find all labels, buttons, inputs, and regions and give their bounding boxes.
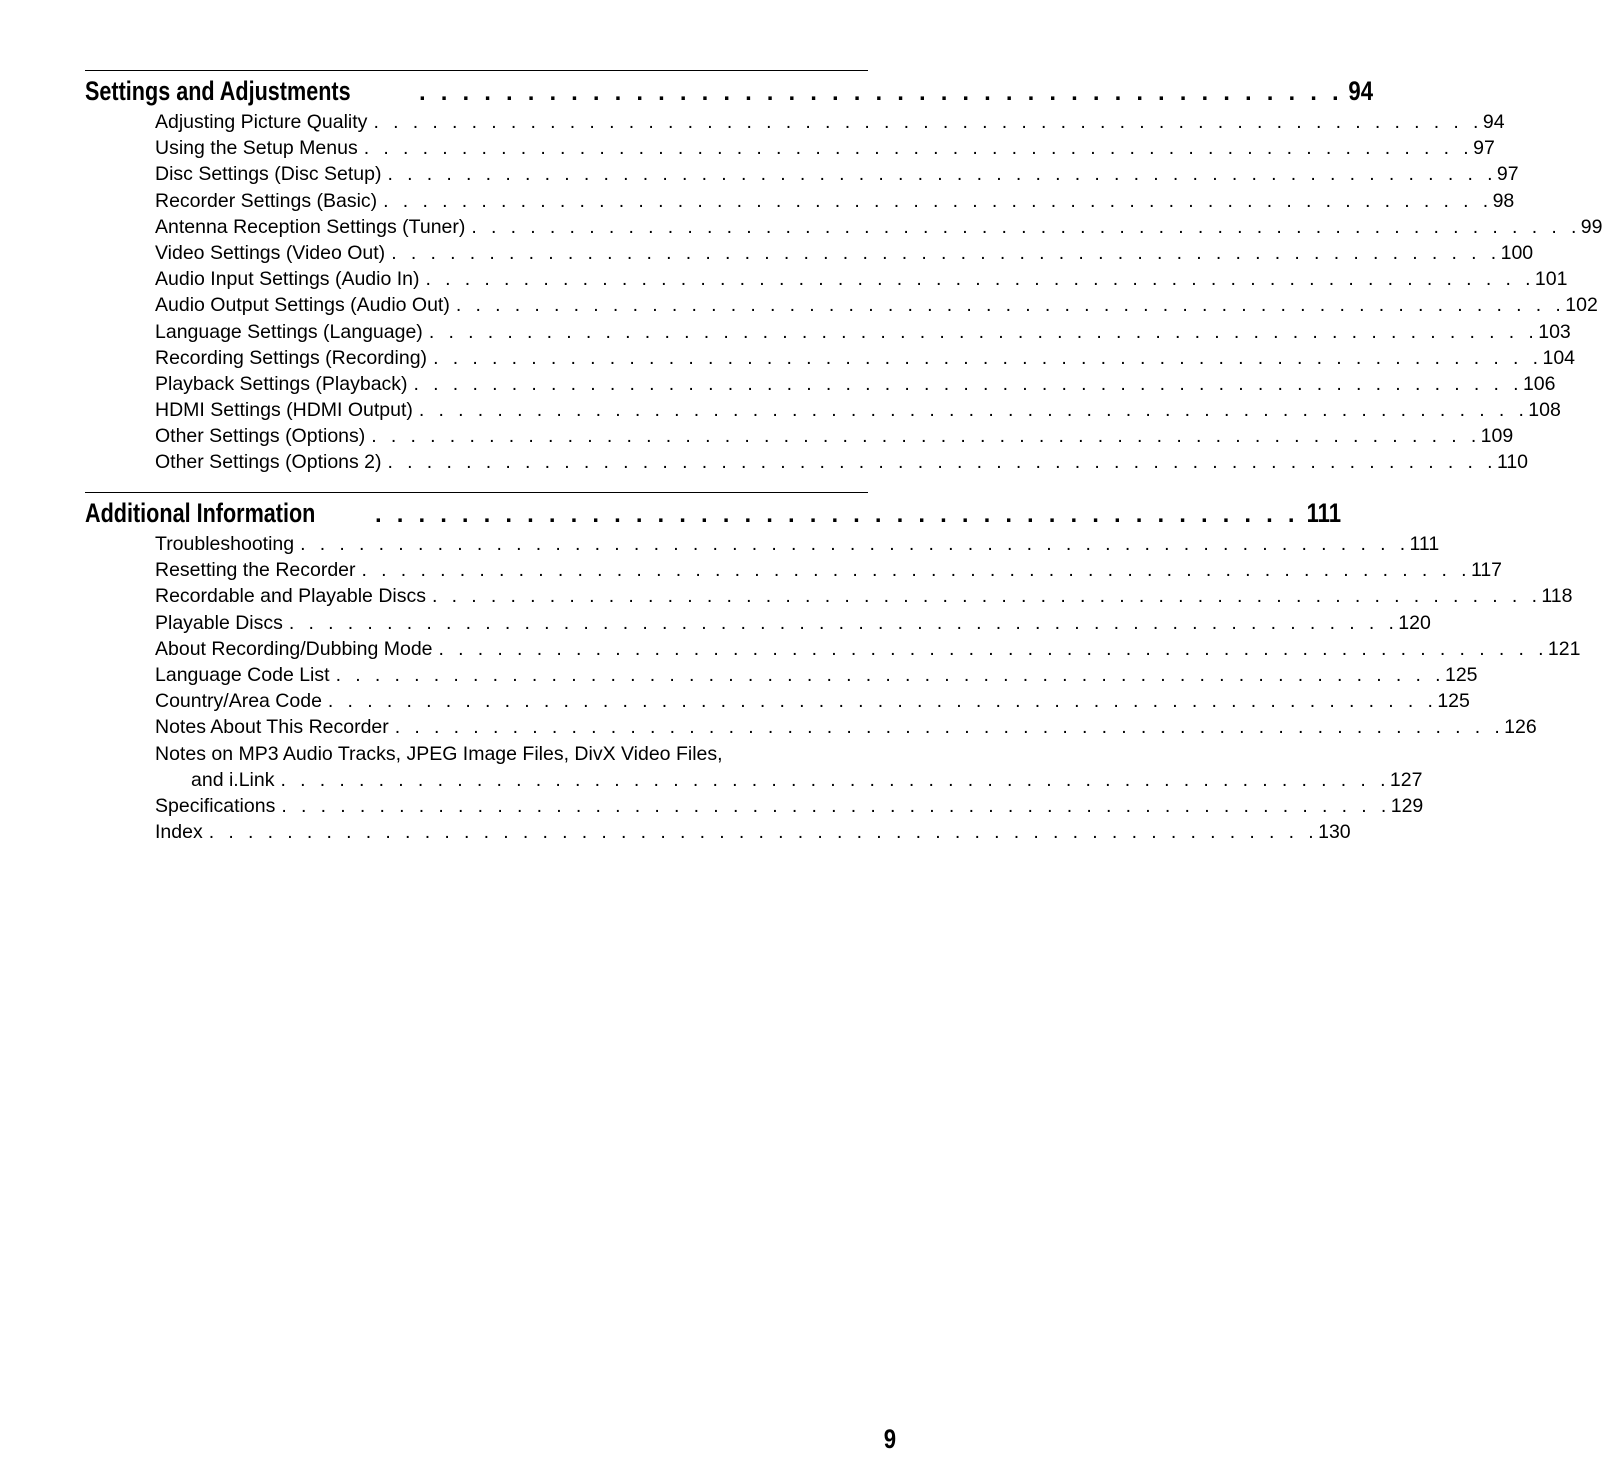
toc-entry-label: HDMI Settings (HDMI Output) — [155, 399, 413, 422]
toc-entry-label: Country/Area Code — [155, 690, 322, 713]
toc-entry[interactable] — [155, 266, 1568, 292]
dot-leader: . . . . . . . . . . . . . . . . . . . . . . . . . . . . . . . . . . . . . . . . . . . . . . . . . . . . . . . . . — [433, 346, 1543, 369]
toc-entry-page: 94 — [1482, 111, 1505, 133]
toc-entry[interactable] — [155, 423, 1514, 449]
toc-entry-page: 125 — [1437, 690, 1470, 713]
toc-entry[interactable] — [155, 345, 1576, 371]
toc-entry-label: Audio Output Settings (Audio Out) — [155, 294, 450, 317]
toc-entry-page: 99 — [1580, 215, 1602, 238]
toc-entry-page: 104 — [1542, 346, 1576, 369]
toc-entry-page: 108 — [1528, 399, 1561, 422]
toc-entry-page: 101 — [1534, 268, 1568, 291]
dot-leader: . . . . . . . . . . . . . . . . . . . . . . . . . . . . . . . . . . . . . . . . . . . . . . . . . . . . . . . . . — [438, 637, 1548, 660]
dot-leader: . . . . . . . . . . . . . . . . . . . . . . . . . . . . . . . . . . . . . . . . . . . . . . . . . . . . . . . . . — [361, 559, 1471, 582]
toc-entry[interactable] — [155, 531, 1440, 557]
toc-entry-label: Recordable and Playable Discs — [155, 585, 426, 608]
dot-leader: . . . . . . . . . . . . . . . . . . . . . . . . . . . . . . . . . . . . . . . . . . . . . . . . . . . . . . . . . — [455, 294, 1566, 317]
dot-leader: . . . . . . . . . . . . . . . . . . . . . . . . . . . . . . . . . . . . . . . . . . . — [374, 501, 1299, 528]
toc-entry-page: 103 — [1538, 320, 1571, 343]
dot-leader: . . . . . . . . . . . . . . . . . . . . . . . . . . . . . . . . . . . . . . . . . . . — [419, 79, 1343, 106]
toc-entry-page: 125 — [1444, 663, 1478, 686]
section-divider — [85, 492, 868, 493]
toc-entry-list — [85, 109, 1602, 476]
toc-entry-page: 117 — [1470, 559, 1503, 582]
dot-leader: . . . . . . . . . . . . . . . . . . . . . . . . . . . . . . . . . . . . . . . . . . . . . . . . . . . . . . . . . — [418, 399, 1529, 422]
section-heading-row[interactable] — [85, 73, 1373, 109]
toc-entry[interactable] — [155, 610, 1431, 636]
toc-entry-label: Recorder Settings (Basic) — [155, 189, 378, 212]
toc-entry-label: Audio Input Settings (Audio In) — [155, 268, 420, 291]
toc-entry-label: About Recording/Dubbing Mode — [155, 637, 433, 660]
toc-entry[interactable] — [155, 109, 1505, 135]
dot-leader: . . . . . . . . . . . . . . . . . . . . . . . . . . . . . . . . . . . . . . . . . . . . . . . . . . . . . . . . . — [394, 716, 1505, 739]
toc-entry-page: 127 — [1389, 768, 1423, 791]
dot-leader: . . . . . . . . . . . . . . . . . . . . . . . . . . . . . . . . . . . . . . . . . . . . . . . . . . . . . . . . . — [425, 268, 1535, 291]
toc-entry[interactable] — [155, 741, 1423, 793]
dot-leader: . . . . . . . . . . . . . . . . . . . . . . . . . . . . . . . . . . . . . . . . . . . . . . . . . . . . . . . . . — [363, 137, 1474, 160]
toc-section-settings-and-adjustments — [85, 70, 1602, 476]
toc-entry[interactable] — [155, 135, 1495, 161]
toc-entry[interactable] — [155, 371, 1556, 397]
dot-leader: . . . . . . . . . . . . . . . . . . . . . . . . . . . . . . . . . . . . . . . . . . . . . . . . . . . . . . . . . — [208, 821, 1319, 844]
toc-entry-page: 97 — [1496, 163, 1519, 186]
toc-entry-label: Playback Settings (Playback) — [155, 372, 408, 395]
toc-entry[interactable] — [155, 714, 1537, 740]
toc-entry-continuation — [191, 767, 1423, 793]
toc-entry[interactable] — [155, 292, 1598, 318]
toc-entry[interactable] — [155, 793, 1424, 819]
section-page-number: 111 — [1306, 498, 1341, 528]
toc-entry-label: Antenna Reception Settings (Tuner) — [155, 215, 466, 238]
toc-section-additional-information — [85, 492, 1581, 845]
toc-entry[interactable] — [155, 688, 1470, 714]
toc-entry-list — [85, 531, 1581, 845]
toc-entry-page: 110 — [1496, 451, 1529, 474]
toc-entry-page: 118 — [1541, 585, 1573, 608]
page-number: 9 — [883, 1424, 896, 1454]
dot-leader: . . . . . . . . . . . . . . . . . . . . . . . . . . . . . . . . . . . . . . . . . . . . . . . . . . . . . . . . . — [327, 690, 1438, 713]
section-divider — [85, 70, 868, 71]
toc-entry[interactable] — [155, 819, 1351, 845]
toc-entry-page: 126 — [1504, 716, 1537, 739]
dot-leader: . . . . . . . . . . . . . . . . . . . . . . . . . . . . . . . . . . . . . . . . . . . . . . . . . . . . . . . . . — [335, 663, 1445, 686]
toc-entry-label: Recording Settings (Recording) — [155, 346, 428, 369]
toc-entry-page: 120 — [1398, 611, 1431, 634]
section-title: Additional Information — [85, 498, 316, 528]
toc-entry-label: Troubleshooting — [155, 533, 295, 555]
toc-entry-label: Other Settings (Options) — [155, 425, 366, 448]
toc-entry-page: 130 — [1318, 821, 1351, 844]
dot-leader: . . . . . . . . . . . . . . . . . . . . . . . . . . . . . . . . . . . . . . . . . . . . . . . . . . . . . . . . . — [471, 215, 1581, 238]
section-heading-row[interactable] — [85, 495, 1341, 531]
toc-entry-label: Video Settings (Video Out) — [155, 241, 386, 264]
section-page-number: 94 — [1348, 76, 1373, 106]
toc-entry-page: 111 — [1409, 533, 1440, 555]
toc-entry[interactable] — [155, 636, 1581, 662]
toc-entry[interactable] — [155, 583, 1573, 609]
toc-entry-label: Notes About This Recorder — [155, 716, 389, 739]
toc-entry-label: Language Code List — [155, 663, 330, 686]
dot-leader: . . . . . . . . . . . . . . . . . . . . . . . . . . . . . . . . . . . . . . . . . . . . . . . . . . . . . . . . . — [300, 533, 1410, 555]
dot-leader: . . . . . . . . . . . . . . . . . . . . . . . . . . . . . . . . . . . . . . . . . . . . . . . . . . . . . . . . . — [373, 111, 1483, 133]
toc-entry-label: Other Settings (Options 2) — [155, 451, 382, 474]
dot-leader: . . . . . . . . . . . . . . . . . . . . . . . . . . . . . . . . . . . . . . . . . . . . . . . . . . . . . . . . . — [387, 451, 1497, 474]
toc-entry-page: 109 — [1480, 425, 1514, 448]
toc-entry-label: Notes on MP3 Audio Tracks, JPEG Image Files, DivX Video Files, — [155, 742, 723, 765]
dot-leader: . . . . . . . . . . . . . . . . . . . . . . . . . . . . . . . . . . . . . . . . . . . . . . . . . . . . . . . . . — [431, 585, 1542, 608]
dot-leader: . . . . . . . . . . . . . . . . . . . . . . . . . . . . . . . . . . . . . . . . . . . . . . . . . . . . . . . . . — [387, 163, 1497, 186]
dot-leader: . . . . . . . . . . . . . . . . . . . . . . . . . . . . . . . . . . . . . . . . . . . . . . . . . . . . . . . . . — [371, 425, 1481, 448]
toc-entry-label: Adjusting Picture Quality — [155, 111, 368, 133]
toc-entry[interactable] — [155, 188, 1515, 214]
toc-entry-label: Resetting the Recorder — [155, 559, 356, 582]
toc-entry[interactable] — [155, 214, 1602, 240]
toc-entry[interactable] — [155, 397, 1561, 423]
toc-entry-page: 121 — [1547, 637, 1581, 660]
toc-entry-label: Specifications — [155, 794, 276, 817]
dot-leader: . . . . . . . . . . . . . . . . . . . . . . . . . . . . . . . . . . . . . . . . . . . . . . . . . . . . . . . . . — [383, 189, 1493, 212]
toc-entry[interactable] — [155, 319, 1571, 345]
section-title: Settings and Adjustments — [85, 76, 351, 106]
toc-entry-page: 129 — [1390, 794, 1424, 817]
toc-entry-label: Playable Discs — [155, 611, 283, 634]
toc-entry-label: Disc Settings (Disc Setup) — [155, 163, 382, 186]
toc-entry-label: Language Settings (Language) — [155, 320, 423, 343]
dot-leader: . . . . . . . . . . . . . . . . . . . . . . . . . . . . . . . . . . . . . . . . . . . . . . . . . . . . . . . . . — [288, 611, 1399, 634]
toc-entry-page: 100 — [1500, 241, 1534, 264]
toc-entry-page: 106 — [1522, 372, 1556, 395]
dot-leader: . . . . . . . . . . . . . . . . . . . . . . . . . . . . . . . . . . . . . . . . . . . . . . . . . . . . . . . . . — [428, 320, 1539, 343]
dot-leader: . . . . . . . . . . . . . . . . . . . . . . . . . . . . . . . . . . . . . . . . . . . . . . . . . . . . . . . . . — [280, 768, 1390, 791]
dot-leader: . . . . . . . . . . . . . . . . . . . . . . . . . . . . . . . . . . . . . . . . . . . . . . . . . . . . . . . . . — [391, 241, 1501, 264]
toc-entry-page: 98 — [1492, 189, 1515, 212]
toc-entry[interactable] — [155, 161, 1519, 187]
toc-entry[interactable] — [155, 557, 1503, 583]
toc-entry[interactable] — [155, 240, 1534, 266]
toc-entry[interactable] — [155, 449, 1529, 475]
toc-entry[interactable] — [155, 662, 1478, 688]
dot-leader: . . . . . . . . . . . . . . . . . . . . . . . . . . . . . . . . . . . . . . . . . . . . . . . . . . . . . . . . . — [281, 794, 1391, 817]
toc-entry-page: 97 — [1473, 137, 1495, 160]
toc-entry-label: Using the Setup Menus — [155, 137, 358, 160]
toc-entry-label: Index — [155, 821, 203, 844]
dot-leader: . . . . . . . . . . . . . . . . . . . . . . . . . . . . . . . . . . . . . . . . . . . . . . . . . . . . . . . . . — [413, 372, 1523, 395]
toc-entry-label-continued: and i.Link — [191, 768, 275, 791]
toc-entry-page: 102 — [1565, 294, 1598, 317]
